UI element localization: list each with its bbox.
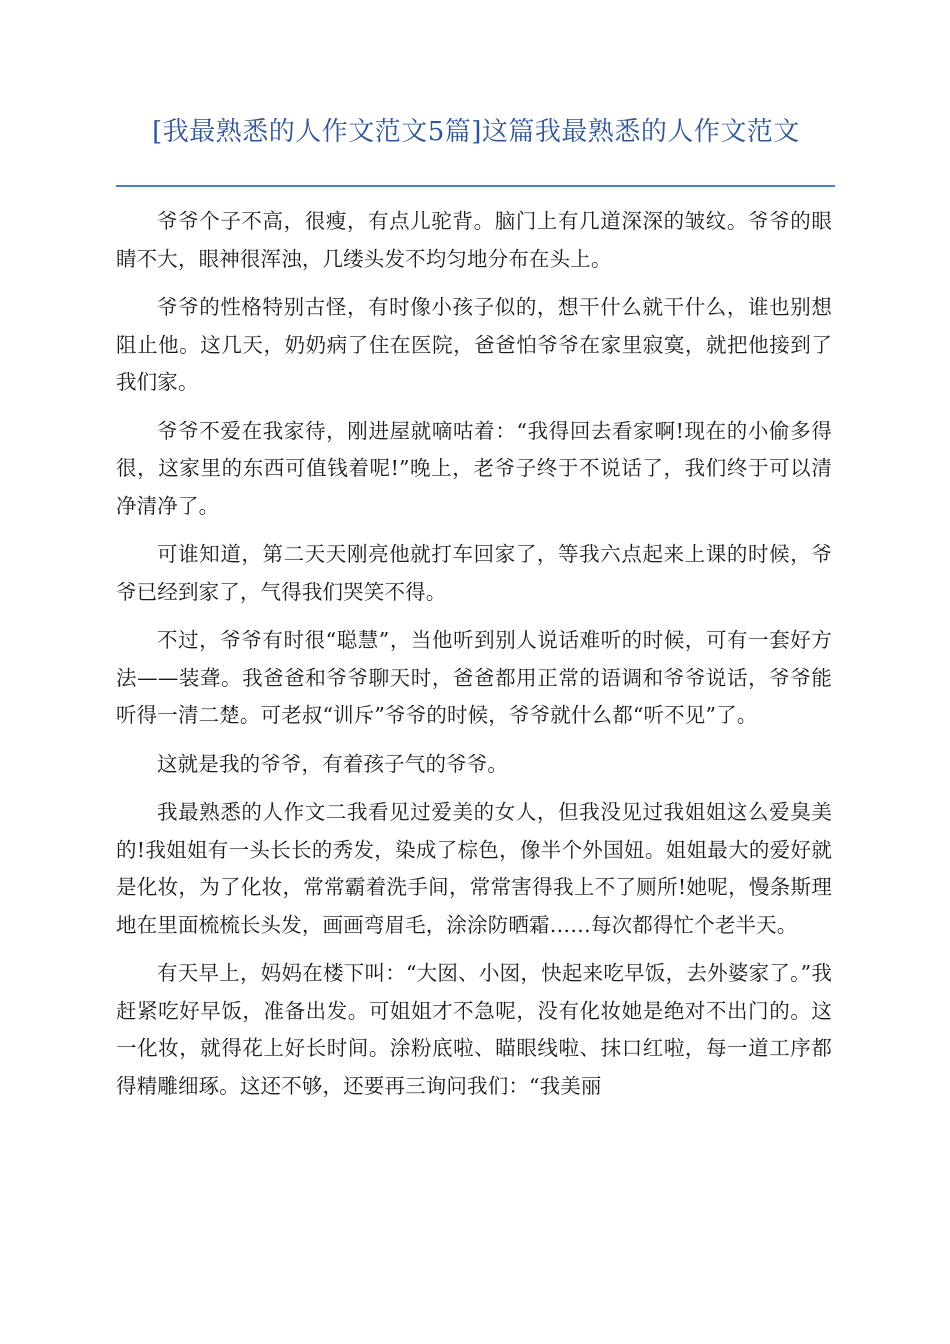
paragraph: 我最熟悉的人作文二我看见过爱美的女人，但我没见过我姐姐这么爱臭美的!我姐姐有一头长长的秀发，染成了棕色，像半个外国妞。姐姐最大的爱好就是化妆，为了化妆，常常霸着洗手间，常常害得我上不了厕所!她呢，慢条斯理地在里面梳梳长头发，画画弯眉毛，涂涂防晒霜……每次都得忙个老半天。 (116, 800, 832, 937)
document-title: [我最熟悉的人作文范文5篇]这篇我最熟悉的人作文范文 (152, 117, 800, 147)
document-body (116, 203, 832, 1116)
paragraph: 不过，爷爷有时很“聪慧”，当他听到别人说话难听的时候，可有一套好方法——装聋。我爸爸和爷爷聊天时，爸爸都用正常的语调和爷爷说话，爷爷能听得一清二楚。可老叔“训斥”爷爷的时候，爷爷就什么都“听不见”了。 (116, 628, 832, 727)
title-underline (116, 185, 835, 187)
paragraph: 爷爷不爱在我家待，刚进屋就嘀咕着：“我得回去看家啊!现在的小偷多得很，这家里的东西可值钱着呢!”晚上，老爷子终于不说话了，我们终于可以清净清净了。 (116, 418, 832, 518)
paragraph: 这就是我的爷爷，有着孩子气的爷爷。 (157, 751, 509, 776)
paragraph: 有天早上，妈妈在楼下叫：“大囡、小囡，快起来吃早饭，去外婆家了。”我赶紧吃好早饭，准备出发。可姐姐才不急呢，没有化妆她是绝对不出门的。这一化妆，就得花上好长时间。涂粉底啦、瞄眼线啦、抹口红啦，每一道工序都得精雕细琢。这还不够，还要再三询问我们：“我美丽 (116, 961, 832, 1098)
paragraph: 可谁知道，第二天天刚亮他就打车回家了，等我六点起来上课的时候，爷爷已经到家了，气得我们哭笑不得。 (116, 542, 832, 604)
paragraph: 爷爷个子不高，很瘦，有点儿驼背。脑门上有几道深深的皱纹。爷爷的眼睛不大，眼神很浑浊，几缕头发不均匀地分布在头上。 (116, 209, 832, 271)
paragraph: 爷爷的性格特别古怪，有时像小孩子似的，想干什么就干什么，谁也别想阻止他。这几天，奶奶病了住在医院，爸爸怕爷爷在家里寂寞，就把他接到了我们家。 (116, 295, 832, 394)
